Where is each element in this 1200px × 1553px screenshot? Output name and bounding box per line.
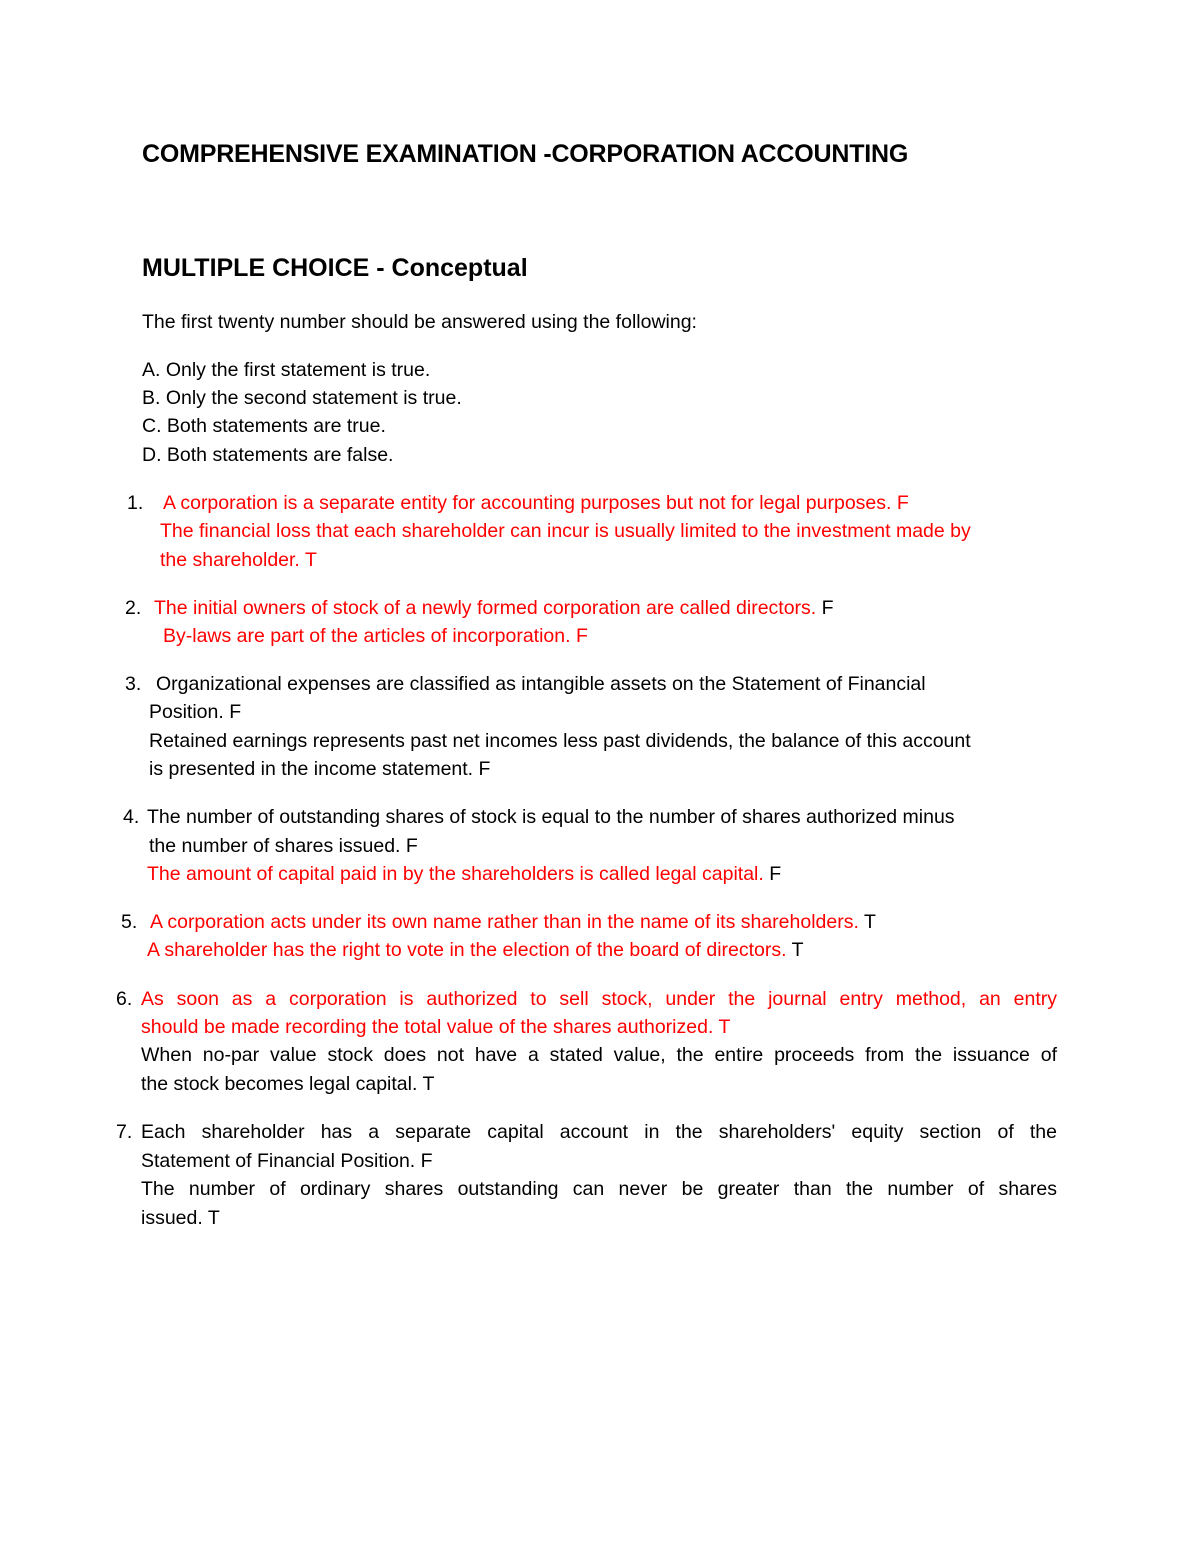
instruction-text: The first twenty number should be answered using the following: (142, 311, 697, 333)
statement-text: issued. (141, 1207, 203, 1229)
question-5-statement-1 (150, 908, 876, 936)
section-heading-bold: MULTIPLE CHOICE - (142, 254, 392, 282)
question-1-statement-2-line-2 (160, 546, 317, 574)
question-4-statement-2 (147, 860, 781, 888)
question-3-statement-1-line-1: Organizational expenses are classified as intangible assets on the Statement of Financial (156, 673, 926, 695)
question-7-statement-2-line-2 (141, 1204, 220, 1232)
statement-text: the shareholder. (160, 549, 300, 571)
question-3-statement-2-line-1: Retained earnings represents past net incomes less past dividends, the balance of this account (149, 730, 971, 752)
question-3-statement-1-line-2 (149, 698, 241, 726)
option-b: B. Only the second statement is true. (142, 387, 462, 409)
question-4-number: 4. (123, 806, 140, 828)
question-4-statement-1-line-1: The number of outstanding shares of stock is equal to the number of shares authorized minus (147, 806, 955, 828)
statement-text: A shareholder has the right to vote in the election of the board of directors. (147, 939, 787, 961)
answer: F (896, 492, 909, 514)
question-7-statement-1-line-1: Each shareholder has a separate capital account in the shareholders' equity section of the (141, 1121, 1057, 1143)
question-7-statement-1-line-2 (141, 1147, 433, 1175)
statement-text: The amount of capital paid in by the shareholders is called legal capital. (147, 863, 764, 885)
answer: T (863, 911, 876, 933)
answer: T (304, 549, 317, 571)
question-6-statement-1-line-2 (141, 1013, 730, 1041)
statement-text: is presented in the income statement. (149, 758, 474, 780)
question-3-number: 3. (125, 673, 142, 695)
answer: F (769, 863, 782, 885)
question-4-statement-1-line-2 (149, 832, 418, 860)
answer: F (821, 597, 834, 619)
question-2-number: 2. (125, 597, 142, 619)
question-1-statement-2-line-1: The financial loss that each shareholder can incur is usually limited to the investment made by (160, 520, 971, 542)
question-5-statement-2 (147, 936, 804, 964)
option-d: D. Both statements are false. (142, 444, 394, 466)
question-6-number: 6. (116, 988, 133, 1010)
question-1-number: 1. (127, 492, 144, 514)
question-6-statement-2-line-1: When no-par value stock does not have a stated value, the entire proceeds from the issuance of (141, 1044, 1057, 1066)
section-heading-rest: Conceptual (391, 254, 528, 282)
document-title: COMPREHENSIVE EXAMINATION -CORPORATION ACCOUNTING (142, 140, 909, 168)
answer: F (478, 758, 491, 780)
option-a: A. Only the first statement is true. (142, 359, 431, 381)
answer: F (575, 625, 588, 647)
answer: T (791, 939, 804, 961)
question-5-number: 5. (121, 911, 138, 933)
statement-text: A corporation acts under its own name rather than in the name of its shareholders. (150, 911, 859, 933)
question-6-statement-2-line-2 (141, 1070, 434, 1098)
statement-text: Statement of Financial Position. (141, 1150, 416, 1172)
statement-text: By-laws are part of the articles of incorporation. (163, 625, 571, 647)
statement-text: should be made recording the total value of the shares authorized. (141, 1016, 714, 1038)
question-1-statement-1 (163, 489, 909, 517)
answer: F (405, 835, 418, 857)
question-7-statement-2-line-1: The number of ordinary shares outstanding can never be greater than the number of shares (141, 1178, 1057, 1200)
answer: F (229, 701, 242, 723)
answer: T (718, 1016, 731, 1038)
question-6-statement-1-line-1: As soon as a corporation is authorized to sell stock, under the journal entry method, an entry (141, 988, 1057, 1010)
answer: T (422, 1073, 435, 1095)
statement-text: the stock becomes legal capital. (141, 1073, 418, 1095)
question-3-statement-2-line-2 (149, 755, 490, 783)
option-c: C. Both statements are true. (142, 415, 386, 437)
statement-text: The initial owners of stock of a newly formed corporation are called directors. (154, 597, 817, 619)
question-7-number: 7. (116, 1121, 133, 1143)
section-heading (142, 254, 528, 283)
question-2-statement-1 (154, 594, 834, 622)
statement-text: A corporation is a separate entity for accounting purposes but not for legal purposes. (163, 492, 892, 514)
answer: T (207, 1207, 220, 1229)
statement-text: the number of shares issued. (149, 835, 401, 857)
question-2-statement-2 (163, 622, 588, 650)
statement-text: Position. (149, 701, 224, 723)
answer: F (420, 1150, 433, 1172)
